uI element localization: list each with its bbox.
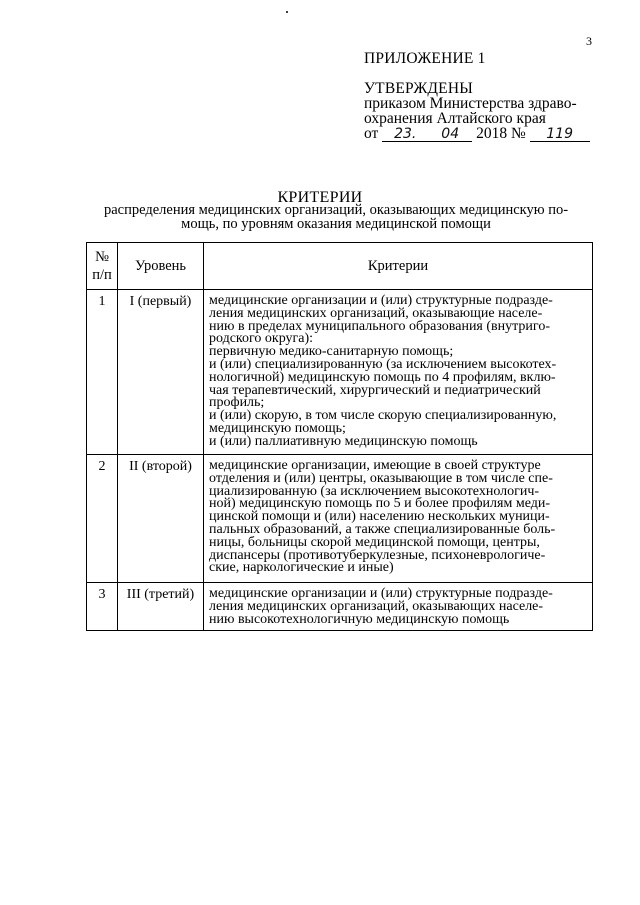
criteria-table [86, 242, 593, 631]
order-line-2: охранения Алтайского края [364, 110, 546, 127]
criteria-line: ницы, больницы скорой медицинской помощи, центры, [209, 534, 540, 550]
table-header-row [87, 243, 593, 290]
table-row [87, 290, 593, 455]
criteria-line: медицинские организации, имеющие в своей структуре [209, 458, 541, 473]
row-level: III (третий) [118, 583, 204, 631]
criteria-line: ной) медицинскую помощь по 5 и более профилям меди- [209, 496, 550, 512]
criteria-line: и (или) скорую, в том числе скорую специализированную, [209, 408, 557, 424]
row-num: 2 [87, 455, 118, 583]
from-prefix: от [364, 125, 379, 142]
scan-dot [286, 11, 288, 13]
criteria-line: чая терапевтический, хирургический и педиатрический [209, 382, 541, 398]
row-num: 1 [87, 290, 118, 455]
subtitle-line: распределения медицинских организаций, оказывающих медицинскую по- [103, 202, 569, 218]
row-criteria [204, 290, 593, 455]
header-num-line1: № [95, 249, 109, 265]
criteria-line: медицинские организации и (или) структурные подразде- [209, 293, 553, 308]
header-level: Уровень [118, 243, 204, 290]
criteria-line: циализированную (за исключением высокотехнологич- [209, 483, 540, 499]
order-number: 119 [530, 128, 590, 142]
row-level: I (первый) [118, 290, 204, 455]
criteria-line: ские, наркологические и иные) [209, 560, 394, 576]
criteria-line: нию в пределах муниципального образования (внутриго- [209, 318, 550, 334]
document-subtitle [88, 203, 584, 231]
criteria-line: и (или) специализированную (за исключением высокотех- [209, 356, 557, 372]
header-num-line2: п/п [92, 267, 112, 283]
page-number: 3 [586, 34, 592, 48]
row-criteria [204, 455, 593, 583]
row-level: II (второй) [118, 455, 204, 583]
document-title: КРИТЕРИИ [277, 189, 363, 206]
criteria-line: профиль; [209, 395, 265, 411]
header-num [87, 243, 118, 290]
date-day: 23. [382, 128, 428, 142]
criteria-line: отделения и (или) центры, оказывающие в том числе спе- [209, 470, 553, 486]
criteria-line: нию высокотехнологичную медицинскую помощь [209, 611, 510, 627]
order-line-1: приказом Министерства здраво- [364, 95, 577, 112]
order-date-line [364, 126, 604, 142]
year-text: 2018 № [476, 125, 526, 142]
criteria-line: пальных образований, а также специализированные боль- [209, 521, 556, 537]
criteria-line: родского округа): [209, 331, 314, 347]
criteria-line: первичную медико-санитарную помощь; [209, 344, 454, 360]
table-row [87, 455, 593, 583]
row-num: 3 [87, 583, 118, 631]
approved-label: УТВЕРЖДЕНЫ [364, 80, 473, 97]
date-month: 04 [428, 128, 472, 142]
criteria-line: нологичной) медицинскую помощь по 4 профилям, вклю- [209, 369, 556, 385]
criteria-line: цинской помощи и (или) населению нескольких муници- [209, 509, 550, 525]
criteria-line: медицинскую помощь; [209, 420, 346, 436]
row-criteria [204, 583, 593, 631]
table-row [87, 583, 593, 631]
criteria-line: ления медицинских организаций, оказывающих населе- [209, 598, 544, 614]
subtitle-line: мощь, по уровням оказания медицинской помощи [181, 216, 491, 232]
criteria-line: медицинские организации и (или) структурные подразде- [209, 586, 553, 601]
criteria-line: ления медицинских организаций, оказывающие населе- [209, 305, 543, 321]
appendix-label: ПРИЛОЖЕНИЕ 1 [364, 50, 486, 67]
header-criteria: Критерии [204, 243, 593, 290]
criteria-line: и (или) паллиативную медицинскую помощь [209, 433, 478, 449]
approval-block [364, 51, 604, 142]
criteria-line: диспансеры (противотуберкулезные, психоневрологиче- [209, 547, 546, 563]
